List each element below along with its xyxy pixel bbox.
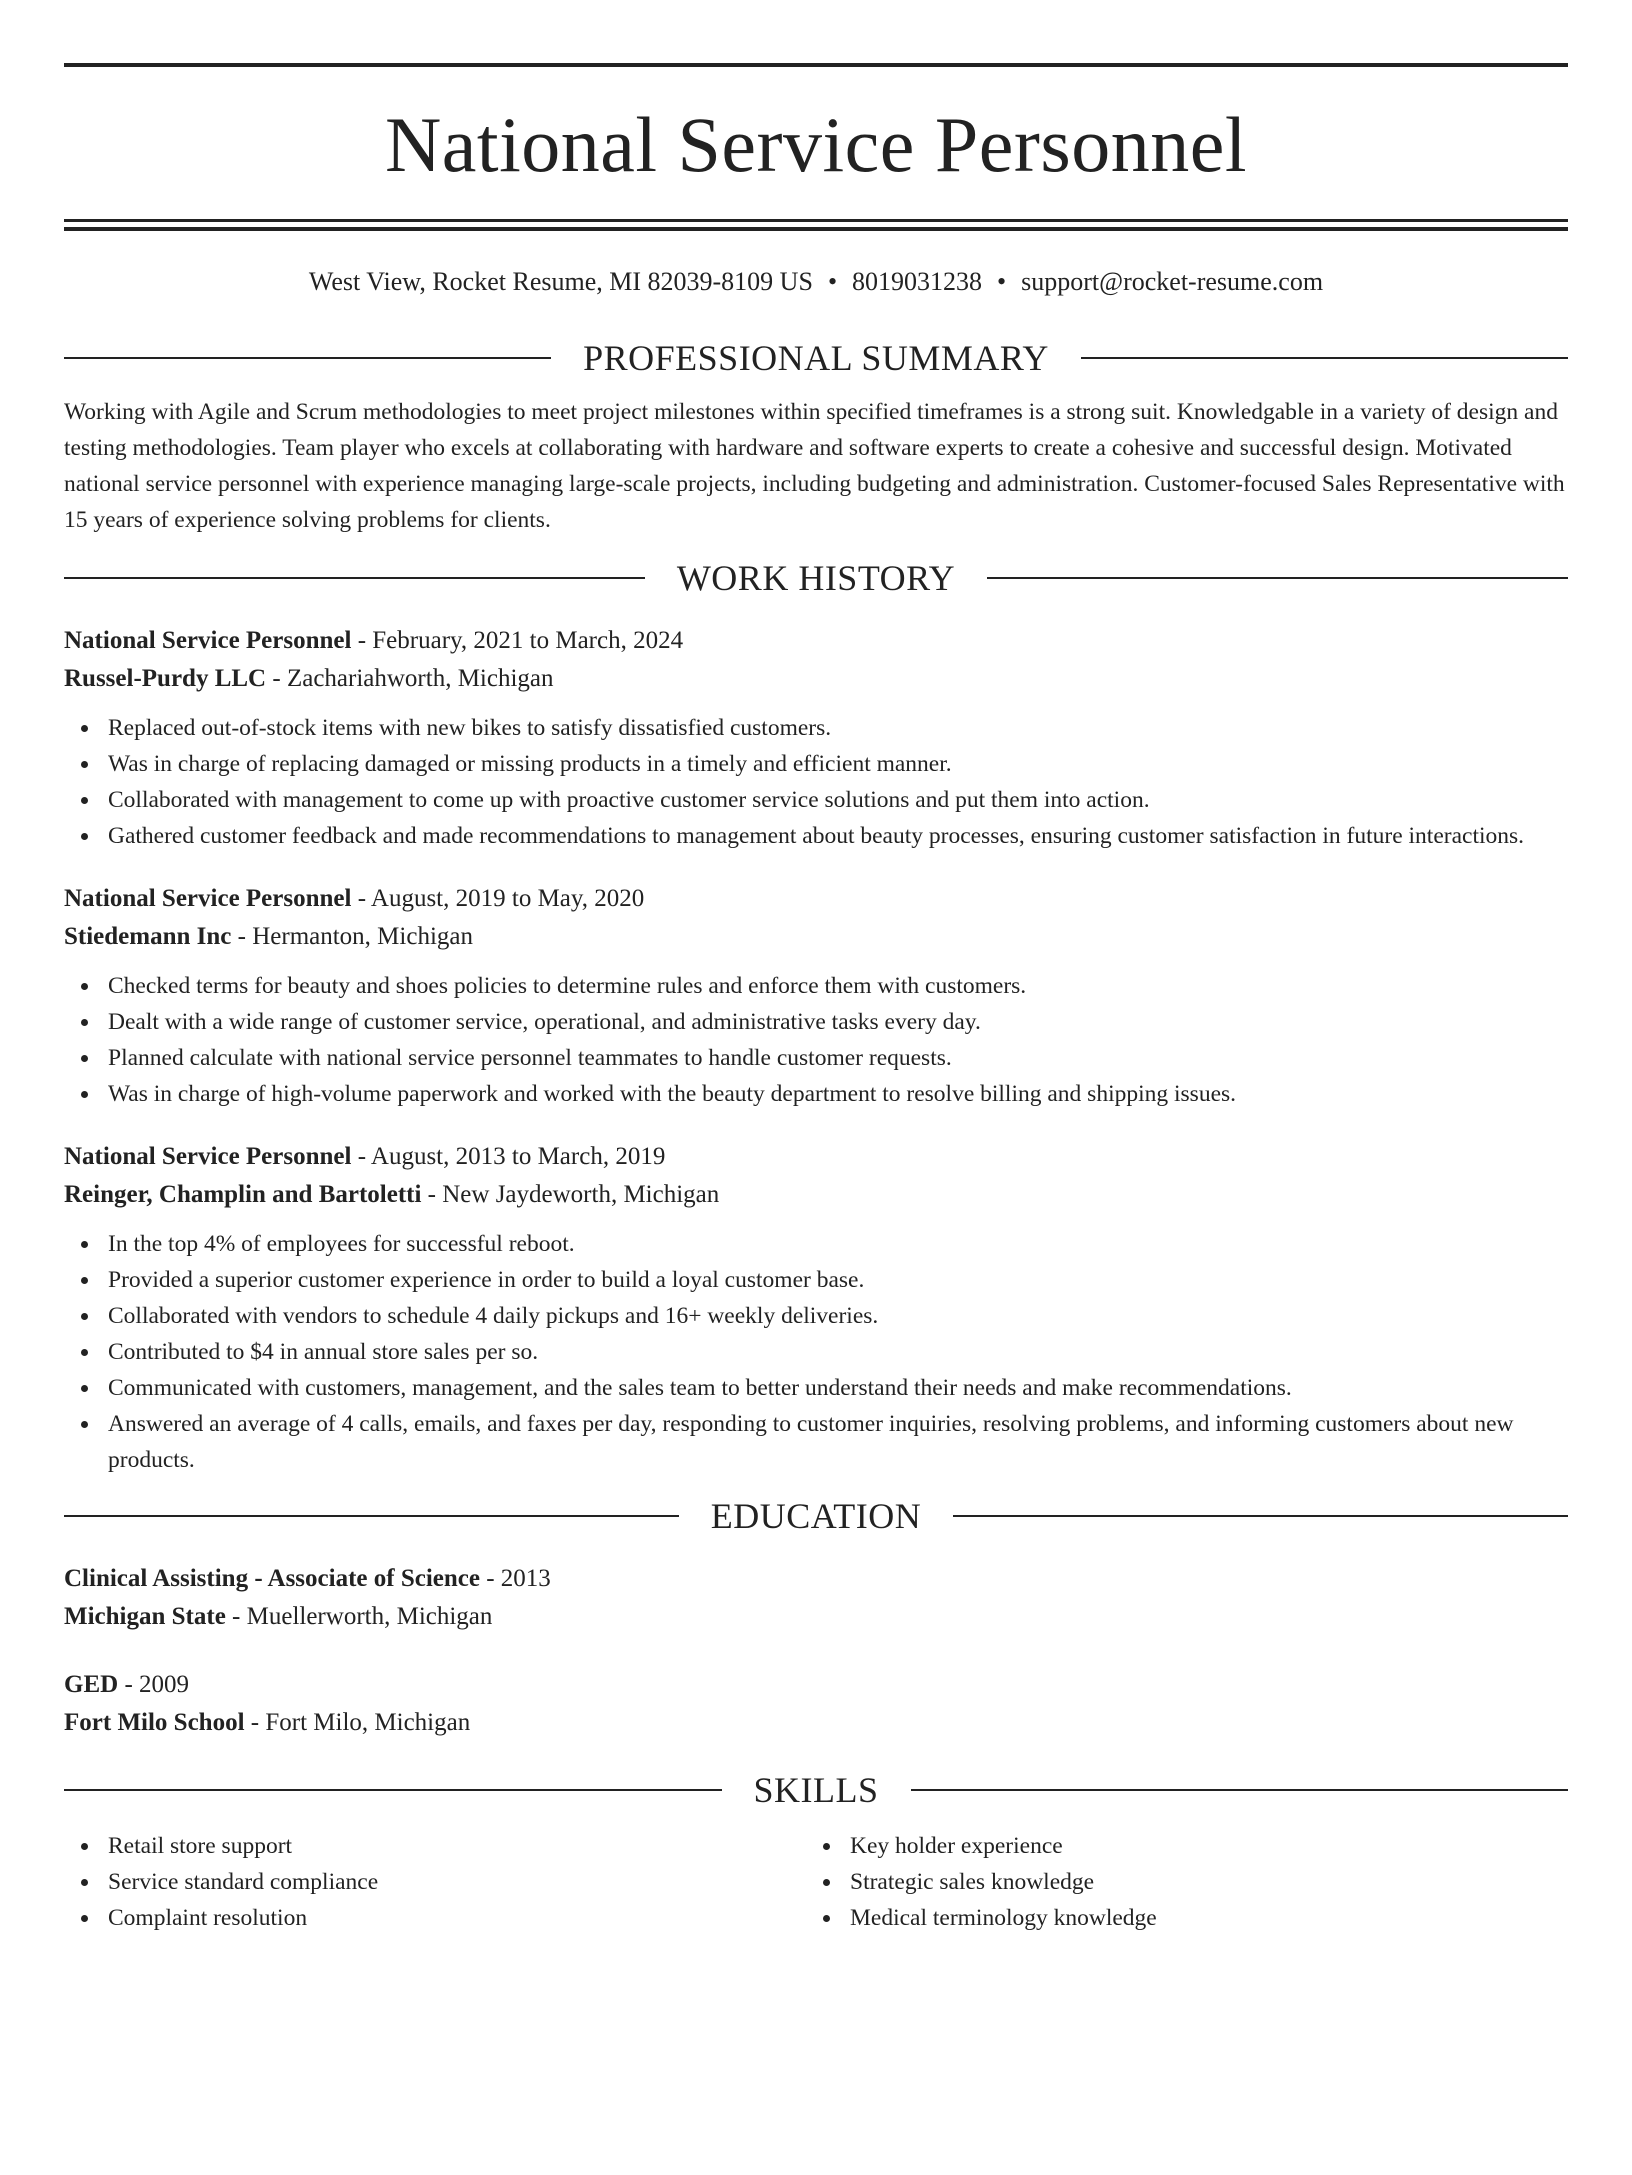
list-item: Dealt with a wide range of customer service, operational, and administrative tasks every day. (108, 1004, 1568, 1040)
section-heading-summary (64, 336, 1568, 380)
list-item: In the top 4% of employees for successful reboot. (108, 1226, 1568, 1262)
summary-text: Working with Agile and Scrum methodologies to meet project milestones within specified timeframes is a strong suit. Knowledgable in a variety of design and testing methodologies. Team player who excels at collaborating with hardware and software experts to create a cohesive and successful design. Motivated national service personnel with experience managing large-scale projects, including budgeting and administration. Customer-focused Sales Representative with 15 years of experience solving problems for clients. (64, 399, 1565, 533)
education-school-line (64, 1598, 1568, 1636)
job-company: Reinger, Champlin and Bartoletti (64, 1181, 422, 1208)
skill-item: Strategic sales knowledge (850, 1864, 1548, 1900)
section-heading-skills (64, 1768, 1568, 1812)
job-dates: - August, 2013 to March, 2019 (351, 1143, 666, 1170)
header-top-rule (64, 63, 1568, 67)
education-year: - 2009 (118, 1671, 190, 1698)
candidate-name: National Service Personnel (384, 101, 1248, 188)
job-dates: - February, 2021 to March, 2024 (351, 627, 684, 654)
job-location: - Hermanton, Michigan (231, 923, 473, 950)
contact-line (64, 264, 1568, 300)
list-item: Communicated with customers, management, and the sales team to better understand their needs and make recommendations. (108, 1370, 1568, 1406)
education-school: Michigan State (64, 1603, 226, 1630)
job-bullets (64, 1226, 1568, 1478)
job-company-line (64, 1176, 1568, 1214)
section-heading-work-history (64, 556, 1568, 600)
education-degree-line (64, 1666, 1568, 1704)
job-entry (64, 1138, 1568, 1478)
education-location: - Fort Milo, Michigan (244, 1709, 471, 1736)
list-item: Was in charge of high-volume paperwork and worked with the beauty department to resolve billing and shipping issues. (108, 1076, 1568, 1112)
skills-list-right (806, 1828, 1548, 1936)
job-company: Stiedemann Inc (64, 923, 232, 950)
section-rule (64, 577, 645, 579)
job-title-line (64, 1138, 1568, 1176)
education-year: - 2013 (479, 1565, 551, 1592)
job-entry (64, 880, 1568, 1112)
list-item: Contributed to $4 in annual store sales per so. (108, 1334, 1568, 1370)
job-title: National Service Personnel (64, 627, 352, 654)
education-degree: GED (64, 1671, 119, 1698)
contact-separator: • (827, 267, 838, 296)
education-entry (64, 1666, 1568, 1742)
job-title-line (64, 622, 1568, 660)
job-dates: - August, 2019 to May, 2020 (351, 885, 645, 912)
section-heading-education (64, 1494, 1568, 1538)
job-title-line (64, 880, 1568, 918)
section-title: SKILLS (753, 1770, 879, 1810)
section-title: EDUCATION (710, 1496, 922, 1536)
skills-columns (64, 1828, 1568, 1936)
section-rule (64, 357, 551, 359)
contact-separator: • (997, 267, 1007, 296)
list-item: Provided a superior customer experience in order to build a loyal customer base. (108, 1262, 1568, 1298)
contact-address: West View, Rocket Resume, MI 82039-8109 US (308, 267, 813, 296)
skill-item: Retail store support (108, 1828, 806, 1864)
list-item: Collaborated with management to come up with proactive customer service solutions and put them into action. (108, 782, 1568, 818)
section-rule (1081, 357, 1568, 359)
education-degree-line (64, 1560, 1568, 1598)
section-title: PROFESSIONAL SUMMARY (583, 338, 1049, 378)
education-degree: Clinical Assisting - Associate of Science (64, 1565, 480, 1592)
contact-phone: 8019031238 (852, 267, 983, 296)
job-title: National Service Personnel (64, 885, 352, 912)
education-school: Fort Milo School (64, 1709, 245, 1736)
job-location: - Zachariahworth, Michigan (266, 665, 554, 692)
education-entry (64, 1560, 1568, 1636)
list-item: Gathered customer feedback and made recommendations to management about beauty processes, ensuring customer satisfaction in future interactions. (108, 818, 1568, 854)
list-item: Checked terms for beauty and shoes policies to determine rules and enforce them with customers. (108, 968, 1568, 1004)
job-title: National Service Personnel (64, 1143, 352, 1170)
list-item: Planned calculate with national service personnel teammates to handle customer requests. (108, 1040, 1568, 1076)
list-item: Answered an average of 4 calls, emails, and faxes per day, responding to customer inquiries, resolving problems, and informing customers about new products. (108, 1406, 1568, 1478)
list-item: Was in charge of replacing damaged or missing products in a timely and efficient manner. (108, 746, 1568, 782)
section-rule (987, 577, 1568, 579)
resume-page (0, 63, 1632, 2175)
section-rule (911, 1789, 1569, 1791)
section-rule (64, 1789, 722, 1791)
section-title: WORK HISTORY (676, 558, 956, 598)
job-location: - New Jaydeworth, Michigan (421, 1181, 720, 1208)
job-company: Russel-Purdy LLC (64, 665, 267, 692)
header-double-rule (64, 219, 1568, 231)
section-rule (64, 1515, 679, 1517)
skill-item: Service standard compliance (108, 1864, 806, 1900)
job-bullets (64, 968, 1568, 1112)
section-rule (953, 1515, 1568, 1517)
job-entry (64, 622, 1568, 854)
list-item: Replaced out-of-stock items with new bikes to satisfy dissatisfied customers. (108, 710, 1568, 746)
skill-item: Key holder experience (850, 1828, 1548, 1864)
skills-list-left (64, 1828, 806, 1936)
skill-item: Medical terminology knowledge (850, 1900, 1548, 1936)
contact-email: support@rocket-resume.com (1021, 267, 1324, 296)
list-item: Collaborated with vendors to schedule 4 daily pickups and 16+ weekly deliveries. (108, 1298, 1568, 1334)
education-location: - Muellerworth, Michigan (225, 1603, 493, 1630)
job-bullets (64, 710, 1568, 854)
job-company-line (64, 918, 1568, 956)
job-company-line (64, 660, 1568, 698)
skill-item: Complaint resolution (108, 1900, 806, 1936)
education-school-line (64, 1704, 1568, 1742)
